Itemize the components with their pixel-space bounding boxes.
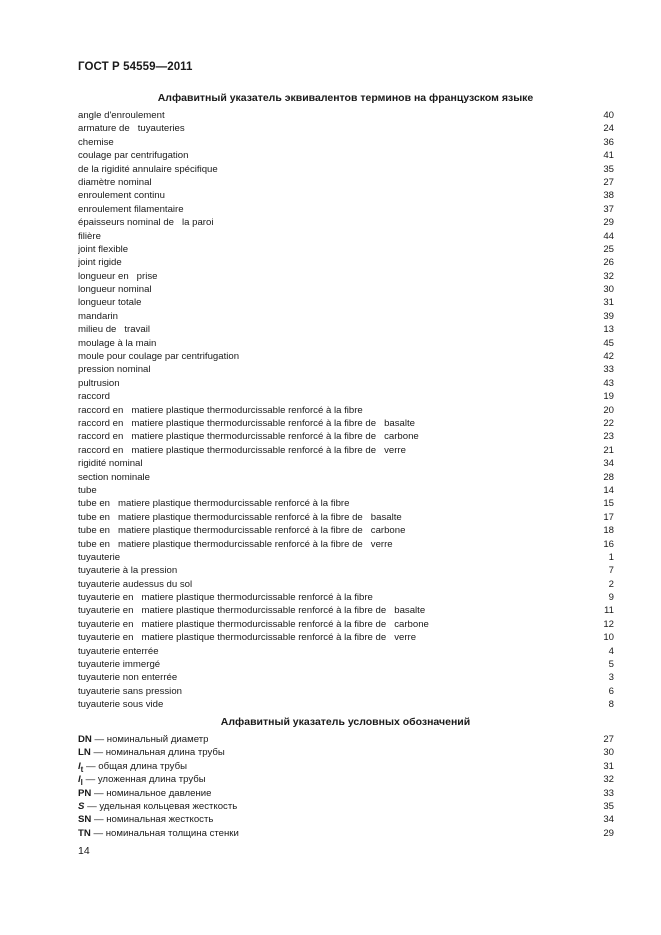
symbol-entry (78, 733, 614, 746)
index-term: tuyauterie sous vide (78, 699, 164, 711)
index-page-ref: 13 (603, 324, 614, 336)
index-entry (78, 578, 614, 591)
index-entry (78, 497, 614, 510)
index-entry (78, 444, 614, 457)
index-page-ref: 36 (603, 136, 614, 148)
index-page-ref: 38 (603, 190, 614, 202)
index-page-ref: 21 (603, 444, 614, 456)
index-term: joint rigide (78, 257, 122, 269)
index-page-ref: 17 (603, 511, 614, 523)
symbol-description: — номинальное давление (91, 787, 212, 799)
index-term: tuyauterie non enterrée (78, 672, 178, 684)
index-term: enroulement filamentaire (78, 203, 184, 215)
index-term: tube en matiere plastique thermodurcissable renforcé à la fibre (78, 498, 350, 510)
index-entry (78, 283, 614, 296)
index-term: tuyauterie audessus du sol (78, 578, 193, 590)
symbol-description: — номинальная толщина стенки (90, 827, 239, 839)
symbol-definition (78, 733, 208, 746)
symbol-subscript: t (80, 764, 84, 774)
index-term: raccord en matiere plastique thermodurcissable renforcé à la fibre (78, 404, 363, 416)
symbol-entry (78, 827, 614, 840)
symbol-page-ref: 32 (603, 774, 614, 786)
index-entry (78, 404, 614, 417)
index-entry (78, 323, 614, 336)
index-term: tuyauterie enterrée (78, 645, 159, 657)
index-entry (78, 564, 614, 577)
index-page-ref: 18 (603, 525, 614, 537)
index-term: coulage par centrifugation (78, 150, 189, 162)
symbol-subscript: l (80, 778, 83, 788)
index-page-ref: 6 (608, 685, 614, 697)
symbol-description: — общая длина трубы (83, 760, 187, 772)
index-term: tuyauterie sans pression (78, 685, 182, 697)
symbol-page-ref: 33 (603, 787, 614, 799)
index-page-ref: 42 (603, 351, 614, 363)
index-term: raccord en matiere plastique thermodurcissable renforcé à la fibre de basalte (78, 417, 416, 429)
index-entry (78, 645, 614, 658)
index-entry (78, 363, 614, 376)
index-page-ref: 8 (608, 699, 614, 711)
symbol-page-ref: 35 (603, 800, 614, 812)
symbol-code: l (78, 774, 81, 786)
index-term: rigidité nominal (78, 458, 143, 470)
symbol-description: — номинальная жесткость (91, 814, 214, 826)
symbol-page-ref: 31 (603, 760, 614, 772)
index-entry (78, 524, 614, 537)
index-entry (78, 136, 614, 149)
symbol-description: — номинальный диаметр (91, 734, 209, 745)
index-term: pultrusion (78, 377, 120, 389)
index-term: raccord en matiere plastique thermodurcissable renforcé à la fibre de verre (78, 444, 406, 456)
symbol-page-ref: 27 (603, 734, 614, 745)
index-entry (78, 189, 614, 202)
index-term: filière (78, 230, 101, 242)
symbol-description: — уложенная длина трубы (82, 774, 206, 786)
index-term: pression nominal (78, 364, 151, 376)
symbol-definition (78, 787, 211, 800)
index-page-ref: 16 (603, 538, 614, 550)
index-page-ref: 25 (603, 243, 614, 255)
index-term: raccord en matiere plastique thermodurcissable renforcé à la fibre de carbone (78, 431, 419, 443)
french-index-list (78, 109, 614, 712)
index-page-ref: 34 (603, 458, 614, 470)
index-page-ref: 14 (603, 484, 614, 496)
index-page-ref: 5 (608, 659, 614, 671)
index-entry (78, 551, 614, 564)
symbol-definition (78, 800, 237, 813)
index-term: tuyauterie en matiere plastique thermodurcissable renforcé à la fibre de carbone (78, 618, 429, 630)
index-entry (78, 538, 614, 551)
index-entry (78, 310, 614, 323)
index-page-ref: 32 (603, 270, 614, 282)
index-entry (78, 203, 614, 216)
index-entry (78, 296, 614, 309)
symbol-definition (78, 746, 225, 759)
index-term: longueur nominal (78, 284, 152, 296)
index-term: milieu de travail (78, 324, 150, 336)
symbol-code: DN (78, 734, 92, 745)
index-page-ref: 22 (603, 417, 614, 429)
index-term: de la rigidité annulaire spécifique (78, 163, 218, 175)
index-page-ref: 44 (603, 230, 614, 242)
index-page-ref: 10 (603, 632, 614, 644)
index-entry (78, 390, 614, 403)
index-page-ref: 2 (608, 578, 614, 590)
symbol-entry (78, 813, 614, 826)
index-entry (78, 270, 614, 283)
symbol-code: l (78, 760, 81, 772)
index-page-ref: 35 (603, 163, 614, 175)
symbol-definition (78, 813, 213, 826)
index-term: joint flexible (78, 243, 129, 255)
symbol-code: PN (78, 787, 92, 799)
index-page-ref: 7 (608, 565, 614, 577)
index-term: diamètre nominal (78, 176, 152, 188)
index-term: tuyauterie en matiere plastique thermodurcissable renforcé à la fibre de basalte (78, 605, 426, 617)
index-entry (78, 417, 614, 430)
index-page-ref: 31 (603, 297, 614, 309)
index-term: tube (78, 484, 97, 496)
index-term: tube en matiere plastique thermodurcissable renforcé à la fibre de verre (78, 538, 393, 550)
index-term: tuyauterie (78, 551, 121, 563)
index-entry (78, 163, 614, 176)
index-term: épaisseurs nominal de la paroi (78, 217, 214, 229)
symbol-entry (78, 800, 614, 813)
index-page-ref: 28 (603, 471, 614, 483)
index-page-ref: 45 (603, 337, 614, 349)
index-page-ref: 27 (603, 176, 614, 188)
index-entry (78, 256, 614, 269)
index-page-ref: 12 (603, 618, 614, 630)
index-entry (78, 337, 614, 350)
index-entry (78, 685, 614, 698)
index-page-ref: 3 (608, 672, 614, 684)
index-term: raccord (78, 391, 110, 403)
index-entry (78, 618, 614, 631)
index-entry (78, 471, 614, 484)
symbol-code: S (78, 800, 85, 812)
document-code: ГОСТ Р 54559—2011 (78, 61, 193, 73)
index-page-ref: 39 (603, 310, 614, 322)
index-entry (78, 377, 614, 390)
index-term: mandarin (78, 310, 118, 322)
index-entry (78, 109, 614, 122)
index-page-ref: 20 (603, 404, 614, 416)
symbol-page-ref: 34 (603, 814, 614, 826)
index-term: enroulement continu (78, 190, 165, 202)
index-page-ref: 19 (603, 391, 614, 403)
index-page-ref: 37 (603, 203, 614, 215)
index-page-ref: 15 (603, 498, 614, 510)
index-term: tuyauterie à la pression (78, 565, 178, 577)
index-entry (78, 122, 614, 135)
symbol-page-ref: 29 (603, 827, 614, 839)
symbol-entry (78, 760, 614, 773)
symbol-code: LN (78, 747, 91, 759)
page-number: 14 (78, 845, 90, 857)
index-page-ref: 29 (603, 217, 614, 229)
index-page-ref: 1 (608, 551, 614, 563)
index-page-ref: 9 (608, 592, 614, 604)
symbol-page-ref: 30 (603, 747, 614, 759)
index-page-ref: 30 (603, 284, 614, 296)
symbol-definition (78, 827, 239, 840)
index-page-ref: 24 (603, 123, 614, 135)
index-term: longueur en prise (78, 270, 158, 282)
symbol-code: TN (78, 827, 91, 839)
symbols-index-title: Алфавитный указатель условных обозначений (220, 716, 471, 728)
index-term: tube en matiere plastique thermodurcissable renforcé à la fibre de carbone (78, 525, 406, 537)
index-term: tuyauterie en matiere plastique thermodurcissable renforcé à la fibre de verre (78, 632, 417, 644)
index-term: tube en matiere plastique thermodurcissable renforcé à la fibre de basalte (78, 511, 402, 523)
index-entry (78, 511, 614, 524)
index-term: tuyauterie immergé (78, 659, 161, 671)
index-entry (78, 698, 614, 711)
index-entry (78, 457, 614, 470)
index-entry (78, 243, 614, 256)
index-entry (78, 216, 614, 229)
index-entry (78, 671, 614, 684)
index-entry (78, 591, 614, 604)
index-page-ref: 26 (603, 257, 614, 269)
symbol-description: — номинальная длина трубы (90, 747, 225, 759)
symbol-entry (78, 773, 614, 786)
index-term: moulage à la main (78, 337, 157, 349)
index-entry (78, 149, 614, 162)
index-term: armature de tuyauteries (78, 123, 185, 135)
index-entry (78, 350, 614, 363)
symbol-entry (78, 787, 614, 800)
symbol-entry (78, 746, 614, 759)
index-page-ref: 11 (604, 605, 614, 617)
symbol-description: — удельная кольцевая жесткость (84, 800, 238, 812)
index-page-ref: 40 (603, 110, 614, 121)
index-term: tuyauterie en matiere plastique thermodurcissable renforcé à la fibre (78, 592, 373, 604)
index-entry (78, 230, 614, 243)
index-entry (78, 631, 614, 644)
index-entry (78, 430, 614, 443)
index-page-ref: 43 (603, 377, 614, 389)
index-entry (78, 176, 614, 189)
index-page-ref: 23 (603, 431, 614, 443)
index-term: section nominale (78, 471, 150, 483)
index-term: longueur totale (78, 297, 142, 309)
index-entry (78, 484, 614, 497)
symbol-code: SN (78, 814, 92, 826)
index-term: chemise (78, 136, 114, 148)
french-index-title: Алфавитный указатель эквивалентов терминов на французском языке (157, 92, 534, 104)
index-entry (78, 658, 614, 671)
index-page-ref: 33 (603, 364, 614, 376)
index-entry (78, 604, 614, 617)
index-page-ref: 4 (608, 645, 614, 657)
index-term: angle d'enroulement (78, 110, 165, 121)
index-term: moule pour coulage par centrifugation (78, 351, 240, 363)
symbols-index-list (78, 733, 614, 840)
index-page-ref: 41 (603, 150, 614, 162)
